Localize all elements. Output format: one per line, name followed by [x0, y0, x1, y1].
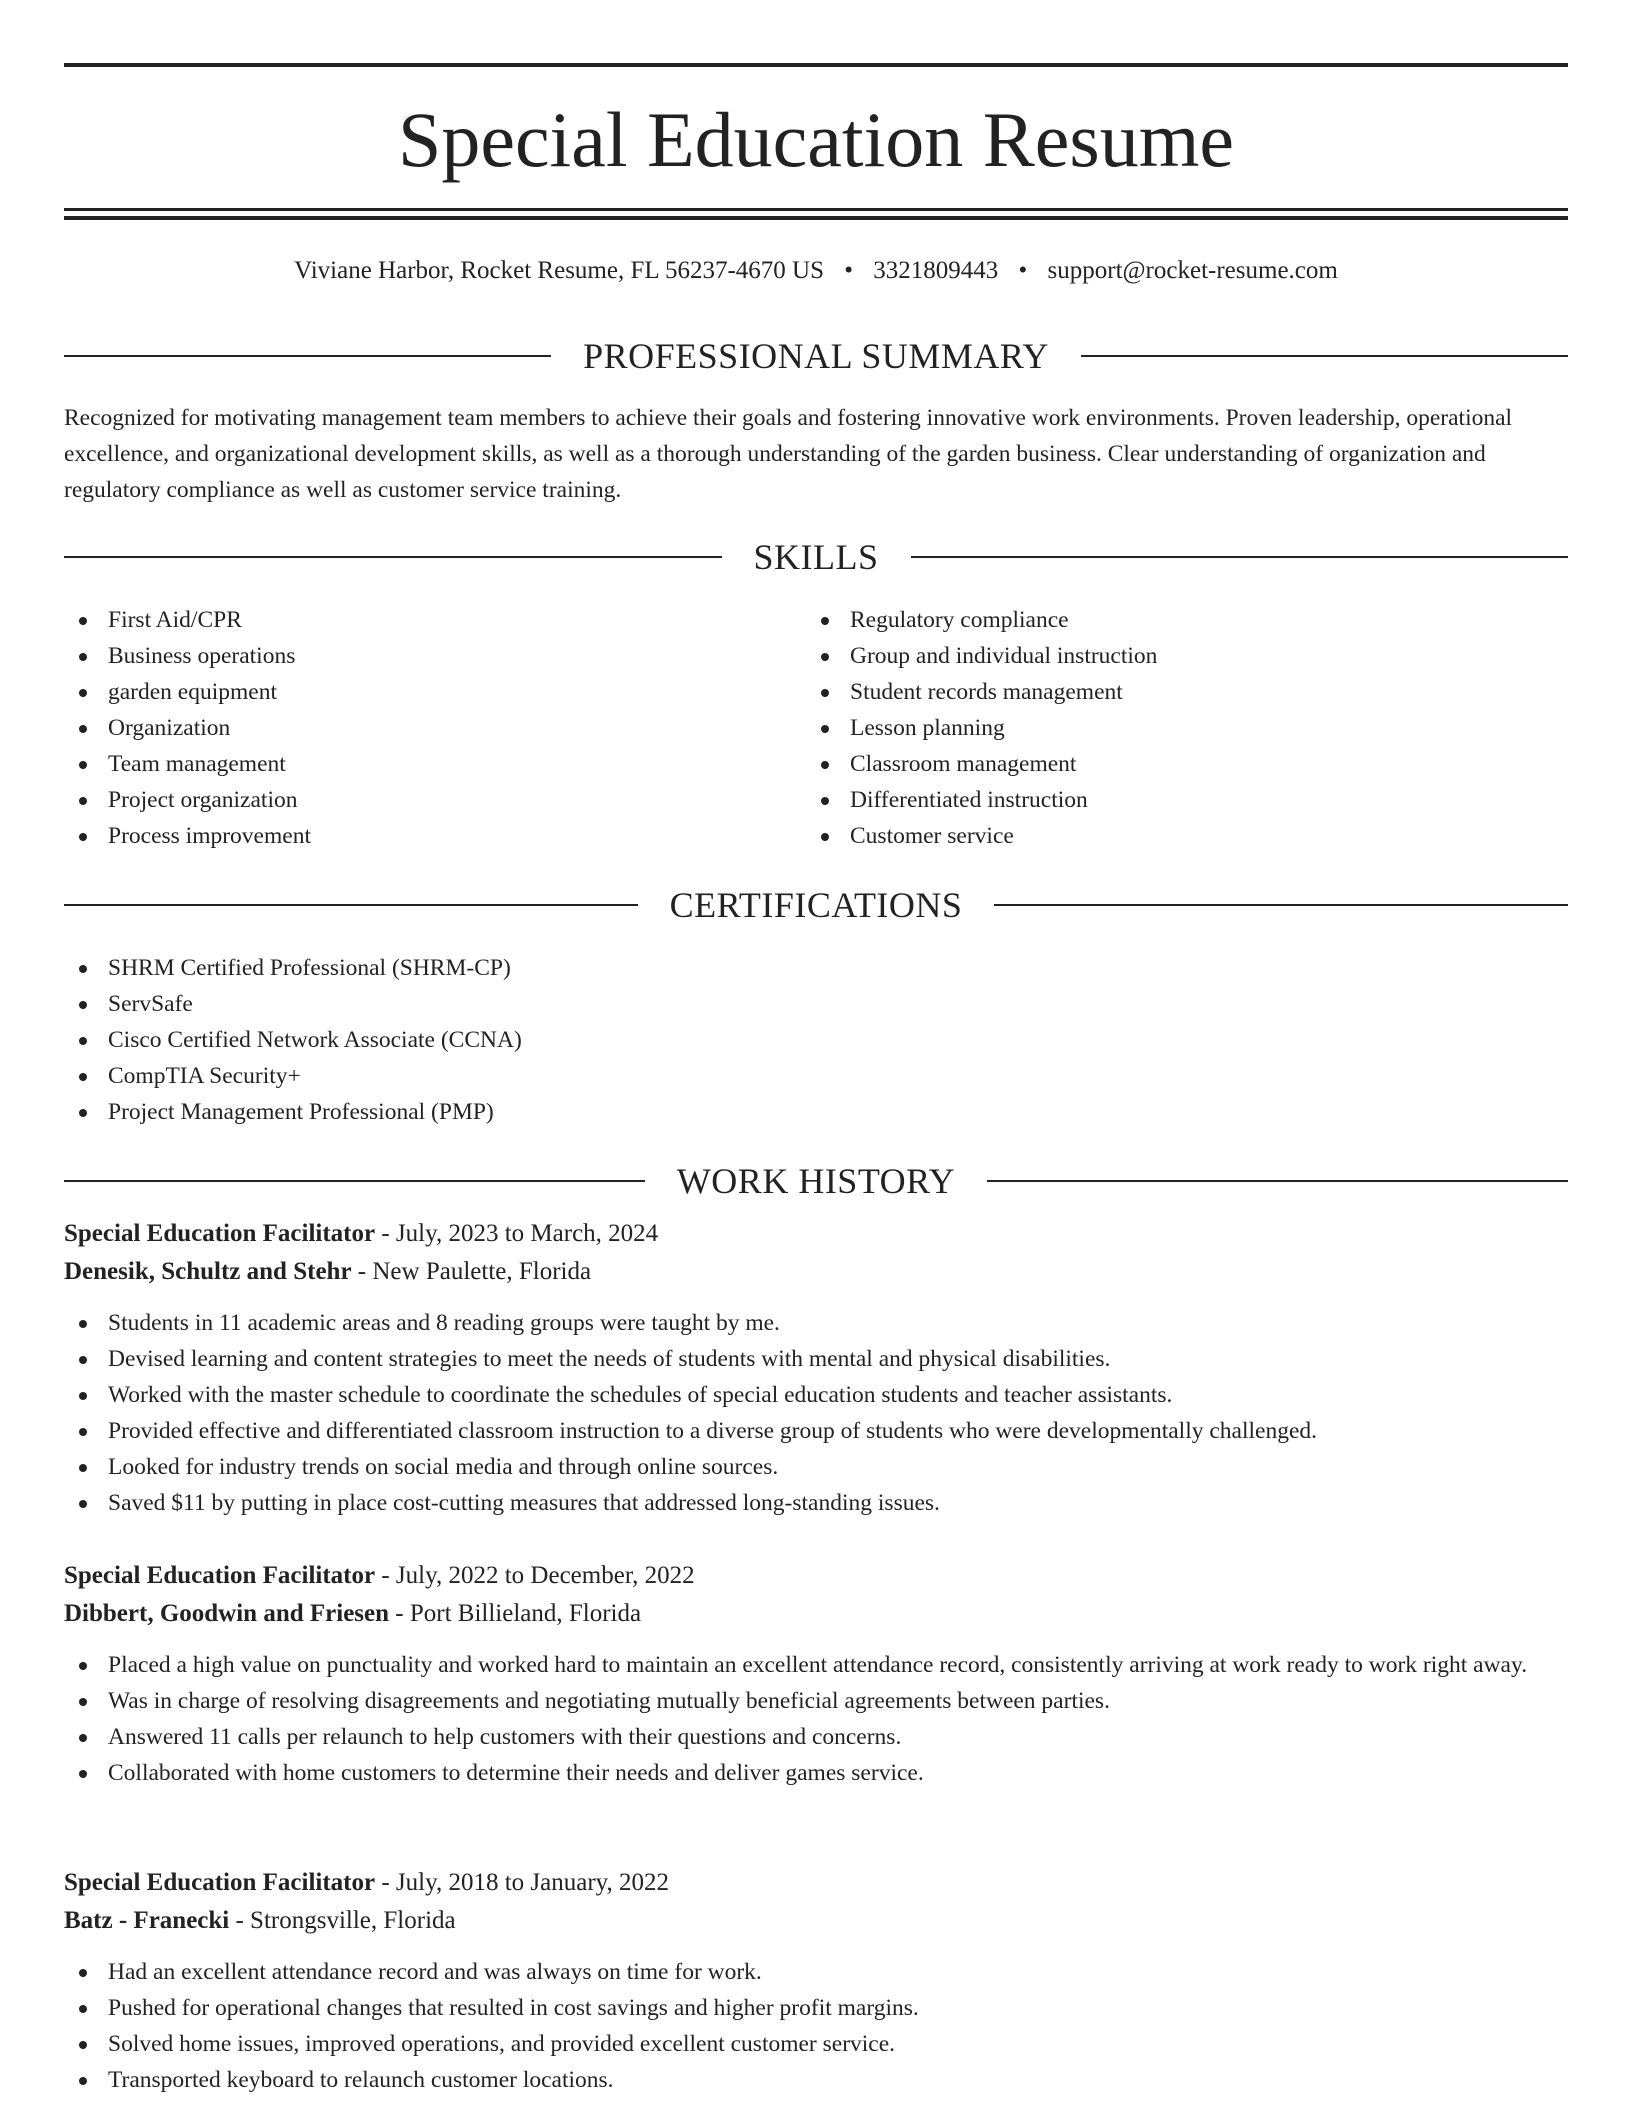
contact-separator: •	[1018, 257, 1028, 284]
job-title-line	[64, 1864, 1568, 1902]
job-bullet: Answered 11 calls per relaunch to help customers with their questions and concerns.	[64, 1719, 1568, 1755]
certification-item: CompTIA Security+	[64, 1058, 1568, 1094]
skill-item: Student records management	[806, 674, 1157, 710]
skill-item: Lesson planning	[806, 710, 1157, 746]
job-bullet: Worked with the master schedule to coordinate the schedules of special education students and teacher assistants.	[64, 1377, 1568, 1413]
job-title-line	[64, 1557, 1568, 1595]
summary-text: Recognized for motivating management team members to achieve their goals and fostering innovative work environments. Proven leadership, operational excellence, and organizational development skills, as well as a thorough understanding of the garden business. Clear understanding of organization and regulatory compliance as well as customer service training.	[64, 405, 1513, 503]
contact-phone: 3321809443	[873, 257, 999, 284]
job-company-line	[64, 1595, 1568, 1633]
job-bullets	[64, 1305, 1568, 1521]
job-entry	[64, 1215, 1568, 1521]
certification-item: SHRM Certified Professional (SHRM-CP)	[64, 950, 1568, 986]
job-bullet: Had an excellent attendance record and was always on time for work.	[64, 1954, 1568, 1990]
job-bullet: Saved $11 by putting in place cost-cutting measures that addressed long-standing issues.	[64, 1485, 1568, 1521]
contact-address: Viviane Harbor, Rocket Resume, FL 56237-4670 US	[294, 257, 824, 284]
job-location: - Port Billieland, Florida	[389, 1600, 642, 1627]
section-header-certifications	[64, 883, 1568, 927]
skill-item: Process improvement	[64, 818, 311, 854]
job-bullet: Pushed for operational changes that resulted in cost savings and higher profit margins.	[64, 1990, 1568, 2026]
job-title-line	[64, 1215, 1568, 1253]
job-entry	[64, 1864, 1568, 2098]
job-bullet: Looked for industry trends on social media and through online sources.	[64, 1449, 1568, 1485]
contact-line	[64, 254, 1568, 288]
job-bullet: Solved home issues, improved operations, and provided excellent customer service.	[64, 2026, 1568, 2062]
top-rule	[64, 63, 1568, 67]
job-bullet: Was in charge of resolving disagreements and negotiating mutually beneficial agreements between parties.	[64, 1683, 1568, 1719]
title-double-rule	[64, 208, 1568, 220]
section-header-summary	[64, 334, 1568, 378]
job-dates: - July, 2018 to January, 2022	[375, 1869, 670, 1896]
skills-list-left	[64, 602, 311, 854]
skill-item: garden equipment	[64, 674, 311, 710]
job-company: Batz - Franecki	[64, 1907, 230, 1934]
job-bullet: Provided effective and differentiated classroom instruction to a diverse group of students who were developmentally challenged.	[64, 1413, 1568, 1449]
job-bullet: Collaborated with home customers to determine their needs and deliver games service.	[64, 1755, 1568, 1791]
job-company-line	[64, 1253, 1568, 1291]
skill-item: Customer service	[806, 818, 1157, 854]
job-bullet: Students in 11 academic areas and 8 reading groups were taught by me.	[64, 1305, 1568, 1341]
section-title: PROFESSIONAL SUMMARY	[583, 336, 1049, 376]
skill-item: Regulatory compliance	[806, 602, 1157, 638]
certification-item: ServSafe	[64, 986, 1568, 1022]
skill-item: Business operations	[64, 638, 311, 674]
skill-item: Differentiated instruction	[806, 782, 1157, 818]
job-bullet: Transported keyboard to relaunch customer locations.	[64, 2062, 1568, 2098]
skill-item: Organization	[64, 710, 311, 746]
section-title: WORK HISTORY	[676, 1161, 956, 1201]
contact-email: support@rocket-resume.com	[1047, 257, 1338, 284]
certifications-list	[64, 950, 1568, 1130]
job-title: Special Education Facilitator	[64, 1869, 376, 1896]
job-company: Dibbert, Goodwin and Friesen	[64, 1600, 390, 1627]
skill-item: Project organization	[64, 782, 311, 818]
job-bullet: Devised learning and content strategies to meet the needs of students with mental and physical disabilities.	[64, 1341, 1568, 1377]
skill-item: Classroom management	[806, 746, 1157, 782]
section-title: CERTIFICATIONS	[669, 885, 963, 925]
job-location: - Strongsville, Florida	[229, 1907, 456, 1934]
job-company-line	[64, 1902, 1568, 1940]
contact-separator: •	[844, 257, 854, 284]
job-dates: - July, 2023 to March, 2024	[375, 1220, 659, 1247]
certification-item: Cisco Certified Network Associate (CCNA)	[64, 1022, 1568, 1058]
certification-item: Project Management Professional (PMP)	[64, 1094, 1568, 1130]
section-header-work-history	[64, 1159, 1568, 1203]
job-bullets	[64, 1954, 1568, 2098]
job-bullets	[64, 1647, 1568, 1791]
skill-item: Team management	[64, 746, 311, 782]
skill-item: First Aid/CPR	[64, 602, 311, 638]
job-location: - New Paulette, Florida	[351, 1258, 592, 1285]
resume-title: Special Education Resume	[397, 96, 1235, 183]
job-title: Special Education Facilitator	[64, 1220, 376, 1247]
skills-list-right	[806, 602, 1157, 854]
job-bullet: Placed a high value on punctuality and worked hard to maintain an excellent attendance record, consistently arriving at work ready to work right away.	[64, 1647, 1568, 1683]
job-company: Denesik, Schultz and Stehr	[64, 1258, 352, 1285]
job-entry	[64, 1557, 1568, 1791]
skill-item: Group and individual instruction	[806, 638, 1157, 674]
job-title: Special Education Facilitator	[64, 1562, 376, 1589]
section-header-skills	[64, 535, 1568, 579]
job-dates: - July, 2022 to December, 2022	[375, 1562, 695, 1589]
section-title: SKILLS	[753, 537, 879, 577]
